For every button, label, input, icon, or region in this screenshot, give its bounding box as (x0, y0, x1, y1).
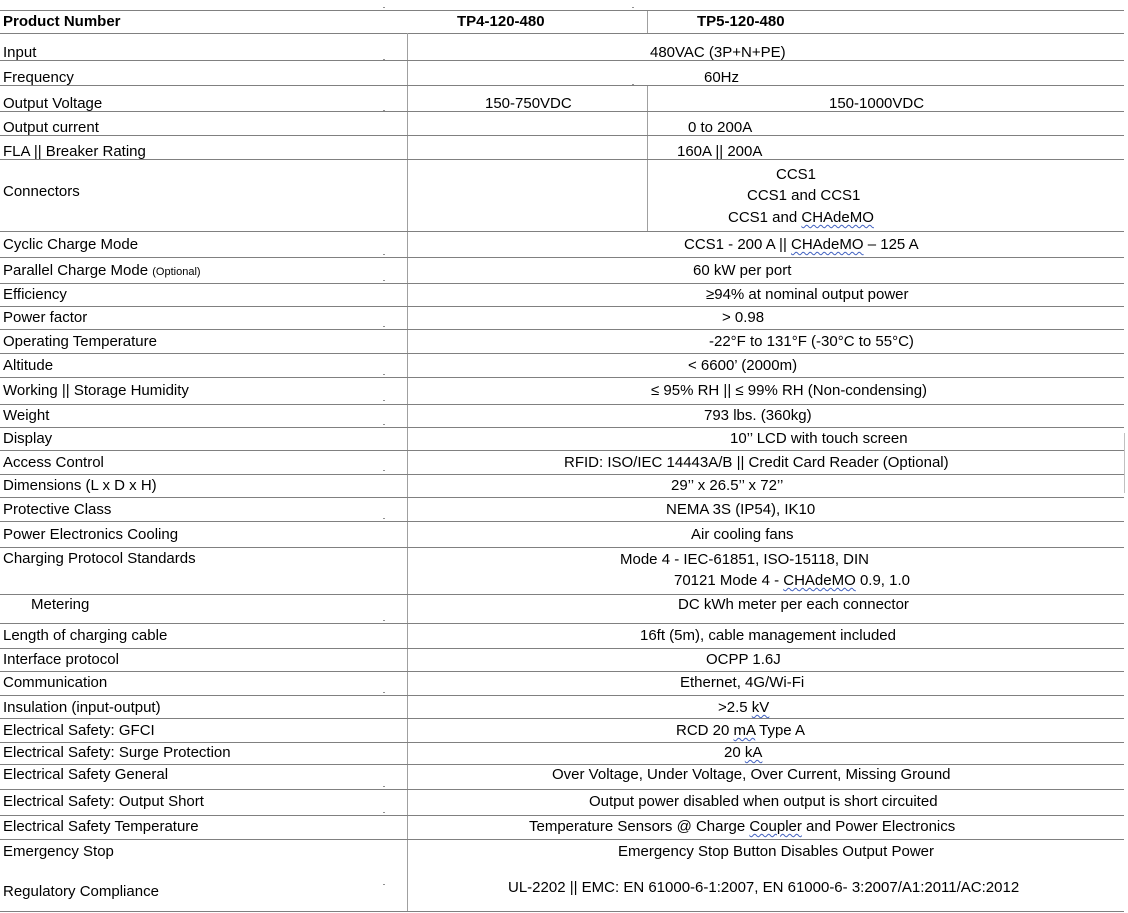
label-general: Electrical Safety General (3, 766, 169, 783)
tick-mark (632, 7, 634, 8)
value-parallel: 60 kW per port (693, 262, 792, 279)
value-efficiency: ≥94% at nominal output power (706, 286, 909, 303)
label-metering: Metering (31, 596, 90, 613)
label-protocol: Charging Protocol Standards (3, 550, 196, 567)
row-input (0, 33, 1124, 61)
insulation-text: >2.5 (718, 699, 752, 716)
temperature-text-a: Temperature Sensors @ Charge (529, 818, 750, 835)
row-op-temp (0, 330, 1124, 354)
value-dimensions: 29’’ x 26.5’’ x 72’’ (671, 477, 784, 494)
value-connectors-3 (728, 209, 874, 226)
value-metering: DC kWh meter per each connector (678, 596, 909, 613)
value-access: RFID: ISO/IEC 14443A/B || Credit Card Reader (Optional) (564, 454, 949, 471)
row-fla (0, 136, 1124, 160)
label-estop: Emergency Stop (3, 843, 114, 860)
label-temperature: Electrical Safety Temperature (3, 818, 199, 835)
label-power-factor: Power factor (3, 309, 88, 326)
gfci-unit: mA (733, 722, 756, 739)
tick-mark (383, 59, 385, 60)
row-protective (0, 498, 1124, 522)
surge-text: 20 (724, 744, 745, 761)
connectors-chademo: CHAdeMO (801, 209, 874, 226)
insulation-unit: kV (751, 699, 770, 716)
label-display: Display (3, 430, 53, 447)
row-output-voltage (0, 86, 1124, 112)
value-cooling: Air cooling fans (691, 526, 794, 543)
label-insulation: Insulation (input-output) (3, 699, 161, 716)
value-op-temp: -22°F to 131°F (-30°C to 55°C) (709, 333, 914, 350)
value-altitude: < 6600’ (2000m) (688, 357, 798, 374)
row-interface (0, 649, 1124, 672)
label-frequency: Frequency (3, 69, 74, 86)
label-cyclic: Cyclic Charge Mode (3, 236, 139, 253)
tick-mark (383, 400, 385, 401)
row-temperature (0, 816, 1124, 840)
value-temperature (529, 818, 955, 835)
row-protocol (0, 548, 1124, 595)
label-regulatory: Regulatory Compliance (3, 883, 159, 900)
parallel-optional: (Optional) (152, 266, 201, 278)
row-dimensions (0, 475, 1124, 498)
row-communication (0, 672, 1124, 696)
value-gfci (676, 722, 805, 739)
tick-mark (383, 110, 385, 111)
value-estop: Emergency Stop Button Disables Output Power (618, 843, 934, 860)
value-humidity: ≤ 95% RH || ≤ 99% RH (Non-condensing) (651, 382, 928, 399)
row-general (0, 765, 1124, 790)
tick-mark (383, 692, 385, 693)
label-cable: Length of charging cable (3, 627, 168, 644)
value-cyclic (684, 236, 919, 253)
value-short: Output power disabled when output is short circuited (589, 793, 938, 810)
label-output-current: Output current (3, 119, 99, 136)
tick-mark (383, 884, 385, 885)
cyclic-chademo: CHAdeMO (791, 236, 864, 253)
value-power-factor: > 0.98 (722, 309, 765, 326)
protocol-text-c: 0.9, 1.0 (855, 572, 910, 589)
value-regulatory: UL-2202 || EMC: EN 61000-6-1:2007, EN 61000-6- 3:2007/A1:2011/AC:2012 (508, 879, 1020, 896)
row-parallel (0, 258, 1124, 284)
header-row (0, 11, 1124, 34)
row-access (0, 451, 1124, 475)
row-estop-regulatory (0, 840, 1124, 912)
label-altitude: Altitude (3, 357, 54, 374)
label-efficiency: Efficiency (3, 286, 67, 303)
tick-mark (383, 280, 385, 281)
label-short: Electrical Safety: Output Short (3, 793, 204, 810)
cyclic-text-c: – 125 A (863, 236, 919, 253)
tick-mark (383, 374, 385, 375)
label-humidity: Working || Storage Humidity (3, 382, 189, 399)
right-edge-mark (1124, 433, 1125, 493)
tick-mark (383, 254, 385, 255)
value-insulation (718, 699, 769, 716)
row-frequency (0, 61, 1124, 86)
cyclic-text-a: CCS1 - 200 A || (684, 236, 792, 253)
row-connectors (0, 160, 1124, 232)
gfci-text-c: Type A (755, 722, 805, 739)
label-input: Input (3, 44, 37, 61)
value-protective: NEMA 3S (IP54), IK10 (666, 501, 816, 518)
label-output-voltage: Output Voltage (3, 95, 103, 112)
header-product-number: Product Number (3, 13, 121, 30)
value-general: Over Voltage, Under Voltage, Over Current, Missing Ground (552, 766, 951, 783)
label-cooling: Power Electronics Cooling (3, 526, 179, 543)
row-efficiency (0, 284, 1124, 307)
tick-mark (383, 326, 385, 327)
label-surge: Electrical Safety: Surge Protection (3, 744, 231, 761)
row-display (0, 428, 1124, 451)
tick-mark (632, 84, 634, 85)
label-communication: Communication (3, 674, 108, 691)
row-weight (0, 405, 1124, 428)
value-interface: OCPP 1.6J (706, 651, 781, 668)
row-metering (0, 595, 1124, 624)
value-protocol-2 (674, 572, 910, 589)
value-connectors-1: CCS1 (776, 166, 817, 183)
parallel-label-text: Parallel Charge Mode (3, 262, 153, 279)
tick-mark (383, 812, 385, 813)
value-protocol-1: Mode 4 - IEC-61851, ISO-15118, DIN (620, 551, 870, 568)
temperature-text-c: and Power Electronics (801, 818, 956, 835)
value-surge (724, 744, 762, 761)
label-protective: Protective Class (3, 501, 112, 518)
value-weight: 793 lbs. (360kg) (704, 407, 812, 424)
row-gfci (0, 719, 1124, 743)
tick-mark (383, 424, 385, 425)
label-interface: Interface protocol (3, 651, 119, 668)
surge-unit: kA (744, 744, 763, 761)
label-connectors: Connectors (3, 183, 80, 200)
value-output-voltage-tp5: 150-1000VDC (829, 95, 925, 112)
label-access: Access Control (3, 454, 104, 471)
value-connectors-2: CCS1 and CCS1 (747, 187, 861, 204)
row-surge (0, 743, 1124, 765)
tick-mark (383, 7, 385, 8)
value-input: 480VAC (3P+N+PE) (650, 44, 786, 61)
row-output-current (0, 112, 1124, 136)
temperature-coupler: Coupler (749, 818, 802, 835)
value-cable: 16ft (5m), cable management included (640, 627, 896, 644)
row-short (0, 790, 1124, 816)
value-frequency: 60Hz (704, 69, 740, 86)
row-cooling (0, 522, 1124, 548)
tick-mark (383, 470, 385, 471)
row-cable (0, 624, 1124, 649)
label-dimensions: Dimensions (L x D x H) (3, 477, 157, 494)
header-tp4: TP4-120-480 (457, 13, 545, 30)
protocol-chademo: CHAdeMO (783, 572, 856, 589)
label-parallel (3, 262, 201, 279)
label-gfci: Electrical Safety: GFCI (3, 722, 155, 739)
label-fla: FLA || Breaker Rating (3, 143, 146, 160)
row-insulation (0, 696, 1124, 719)
tick-mark (383, 620, 385, 621)
tick-mark (383, 518, 385, 519)
value-output-current: 0 to 200A (688, 119, 753, 136)
value-fla: 160A || 200A (677, 143, 763, 160)
header-tp5: TP5-120-480 (697, 13, 785, 30)
value-display: 10’’ LCD with touch screen (730, 430, 908, 447)
row-humidity (0, 378, 1124, 405)
connectors-text: CCS1 and (728, 209, 802, 226)
row-altitude (0, 354, 1124, 378)
label-weight: Weight (3, 407, 50, 424)
row-power-factor (0, 307, 1124, 330)
gfci-text-a: RCD 20 (676, 722, 734, 739)
protocol-text-a: 70121 Mode 4 - (674, 572, 784, 589)
label-op-temp: Operating Temperature (3, 333, 157, 350)
value-communication: Ethernet, 4G/Wi-Fi (680, 674, 805, 691)
row-cyclic (0, 232, 1124, 258)
value-output-voltage-tp4: 150-750VDC (485, 95, 572, 112)
tick-mark (383, 786, 385, 787)
column-divider-2a (647, 11, 648, 33)
